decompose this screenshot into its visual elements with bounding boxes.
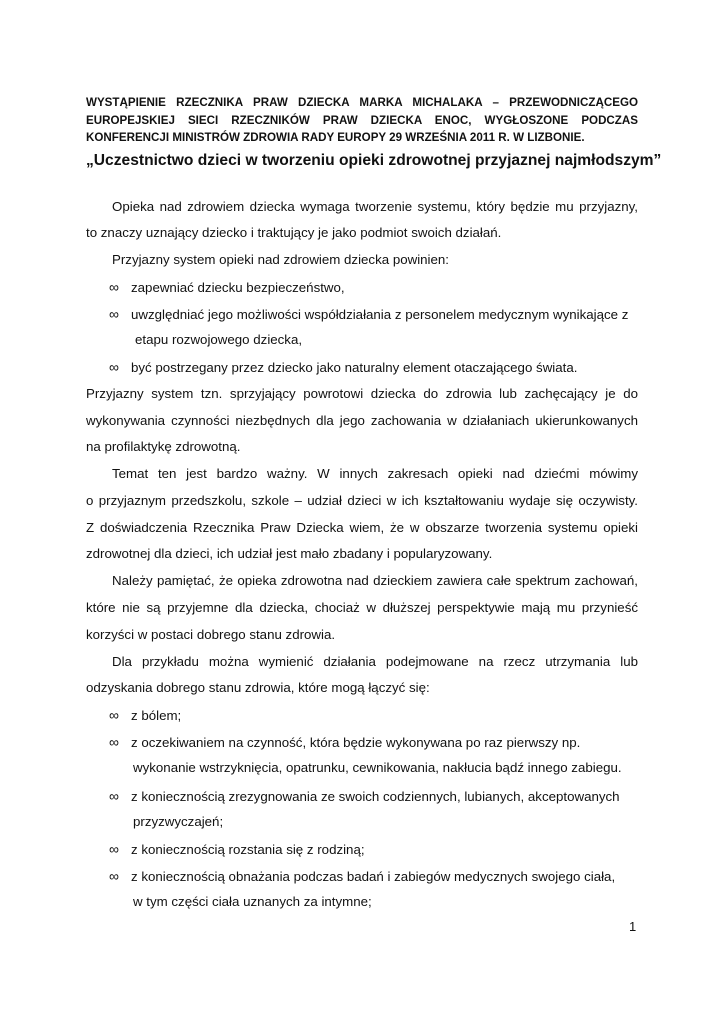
list-item-continuation: w tym części ciała uznanych za intymne;	[133, 894, 372, 909]
paragraph-line: Temat ten jest bardzo ważny. W innych zakresach opieki nad dziećmi mówimy	[112, 466, 638, 481]
list-item-text: z bólem;	[131, 708, 182, 723]
list-item-text: być postrzegany przez dziecko jako naturalny element otaczającego świata.	[131, 360, 578, 375]
page-number: 1	[629, 919, 637, 934]
list-item	[109, 278, 345, 297]
paragraph-line: Przyjazny system tzn. sprzyjający powrotowi dziecka do zdrowia lub zachęcający je do	[86, 386, 638, 401]
paragraph-line: które nie są przyjemne dla dziecka, chociaż w dłuższej perspektywie mają mu przynieść	[86, 600, 638, 615]
infinity-bullet-icon: ∞	[109, 707, 119, 723]
paragraph-line: Należy pamiętać, że opieka zdrowotna nad dzieckiem zawiera całe spektrum zachowań,	[112, 573, 638, 588]
paragraph-line: wykonywania czynności niezbędnych dla jego zachowania w działaniach ukierunkowanych	[86, 413, 638, 428]
paragraph-line: odzyskania dobrego stanu zdrowia, które mogą łączyć się:	[86, 680, 430, 695]
list-item-text: z koniecznością obnażania podczas badań i zabiegów medycznych swojego ciała,	[131, 869, 616, 884]
paragraph-line: Z doświadczenia Rzecznika Praw Dziecka wiem, że w obszarze tworzenia systemu opieki	[86, 520, 638, 535]
list-item-continuation: przyzwyczajeń;	[133, 814, 224, 829]
list-item-text: zapewniać dziecku bezpieczeństwo,	[131, 280, 345, 295]
infinity-bullet-icon: ∞	[109, 734, 119, 750]
infinity-bullet-icon: ∞	[109, 306, 119, 322]
list-item	[109, 867, 639, 886]
paragraph-line: zdrowotnej dla dzieci, ich udział jest mało zbadany i popularyzowany.	[86, 546, 493, 561]
list-item	[109, 305, 639, 324]
list-item	[109, 733, 639, 752]
list-item-text: uwzględniać jego możliwości współdziałania z personelem medycznym wynikające z	[131, 307, 629, 322]
infinity-bullet-icon: ∞	[109, 359, 119, 375]
list-item	[109, 358, 577, 377]
paragraph-line: na profilaktykę zdrowotną.	[86, 439, 241, 454]
infinity-bullet-icon: ∞	[109, 841, 119, 857]
list-item-text: z koniecznością zrezygnowania ze swoich codziennych, lubianych, akceptowanych	[131, 789, 620, 804]
paragraph-line: Dla przykładu można wymienić działania podejmowane na rzecz utrzymania lub	[112, 654, 638, 669]
document-heading: WYSTĄPIENIE RZECZNIKA PRAW DZIECKA MARKA MICHALAKA – PRZEWODNICZĄCEGO EUROPEJSKIEJ SIECI RZECZNIKÓW PRAW DZIECKA ENOC, WYGŁOSZONE PODCZAS KONFERENCJI MINISTRÓW ZDROWIA RADY EUROPY 29 WRZEŚNIA 2011 R. W LIZBONIE.	[86, 96, 638, 144]
paragraph-line: Opieka nad zdrowiem dziecka wymaga tworzenie systemu, który będzie mu przyjazny,	[112, 199, 638, 214]
list-item	[109, 840, 365, 859]
list-item-text: z oczekiwaniem na czynność, która będzie wykonywana po raz pierwszy np.	[131, 735, 581, 750]
paragraph-line: to znaczy uznający dziecko i traktujący je jako podmiot swoich działań.	[86, 225, 502, 240]
list-item-continuation: wykonanie wstrzyknięcia, opatrunku, cewnikowania, nakłucia bądź innego zabiegu.	[133, 760, 622, 775]
list-item	[109, 706, 181, 725]
infinity-bullet-icon: ∞	[109, 868, 119, 884]
paragraph-line: Przyjazny system opieki nad zdrowiem dziecka powinien:	[112, 252, 449, 267]
infinity-bullet-icon: ∞	[109, 279, 119, 295]
paragraph-line: o przyjaznym przedszkolu, szkole – udział dzieci w ich kształtowaniu wydaje się oczywisty.	[86, 493, 638, 508]
list-item-continuation: etapu rozwojowego dziecka,	[135, 332, 303, 347]
paragraph-line: korzyści w postaci dobrego stanu zdrowia.	[86, 627, 336, 642]
infinity-bullet-icon: ∞	[109, 788, 119, 804]
list-item	[109, 787, 639, 806]
document-subtitle: „Uczestnictwo dzieci w tworzeniu opieki zdrowotnej przyjaznej najmłodszym”	[86, 152, 662, 169]
list-item-text: z koniecznością rozstania się z rodziną;	[131, 842, 365, 857]
